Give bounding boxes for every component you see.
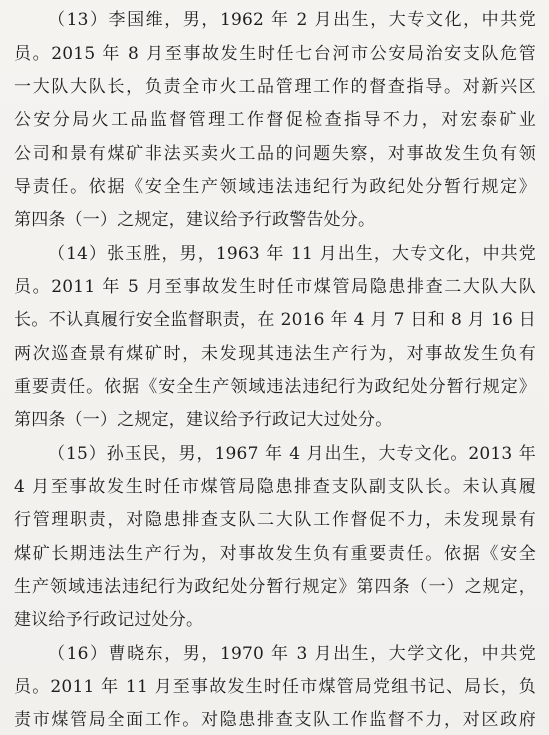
text-line-14: （15）孙玉民，男，1967 年 4 月出生，大专文化。2013 年 — [48, 444, 536, 464]
text-line-5: 公司和景有煤矿非法买卖火工品的问题失察，对事故发生负有领 — [14, 144, 536, 164]
text-line-2: 员。2015 年 8 月至事故发生时任七台河市公安局治安支队危管 — [14, 44, 536, 64]
text-line-1: （13）李国维，男，1962 年 2 月出生，大专文化，中共党 — [48, 10, 536, 30]
text-line-22: 责市煤管局全面工作。对隐患排查支队工作监督不力，对区政府 — [14, 710, 536, 730]
text-line-3: 一大队大队长，负责全市火工品管理工作的督查指导。对新兴区 — [14, 77, 536, 97]
text-line-20: （16）曹晓东，男，1970 年 3 月出生，大学文化，中共党 — [48, 644, 536, 664]
text-line-8: （14）张玉胜，男，1963 年 11 月出生，大专文化，中共党 — [48, 244, 536, 264]
text-line-12: 重要责任。依据《安全生产领域违法违纪行为政纪处分暂行规定》 — [14, 377, 536, 397]
text-line-18: 生产领域违法违纪行为政纪处分暂行规定》第四条（一）之规定， — [14, 577, 536, 597]
text-line-11: 两次巡查景有煤矿时，未发现其违法生产行为，对事故发生负有 — [14, 344, 536, 364]
text-line-16: 行管理职责，对隐患排查支队二大队工作督促不力，未发现景有 — [14, 510, 536, 530]
text-line-17: 煤矿长期违法生产行为，对事故发生负有重要责任。依据《安全 — [14, 544, 536, 564]
text-line-10: 长。不认真履行安全监督职责，在 2016 年 4 月 7 日和 8 月 16 日 — [14, 310, 536, 330]
text-line-9: 员。2011 年 5 月至事故发生时任市煤管局隐患排查二大队大队 — [14, 277, 536, 297]
text-line-19: 建议给予行政记过处分。 — [14, 610, 204, 630]
text-line-6: 导责任。依据《安全生产领域违法违纪行为政纪处分暂行规定》 — [14, 177, 536, 197]
text-line-4: 公安分局火工品监督管理工作督促检查指导不力，对宏泰矿业 — [14, 110, 536, 130]
text-line-13: 第四条（一）之规定，建议给予行政记大过处分。 — [14, 410, 393, 430]
text-line-7: 第四条（一）之规定，建议给予行政警告处分。 — [14, 210, 376, 230]
text-line-21: 员。2011 年 11 月至事故发生时任市煤管局党组书记、局长，负 — [14, 677, 536, 697]
text-line-15: 4 月至事故发生时任市煤管局隐患排查支队副支队长。未认真履 — [14, 477, 536, 497]
